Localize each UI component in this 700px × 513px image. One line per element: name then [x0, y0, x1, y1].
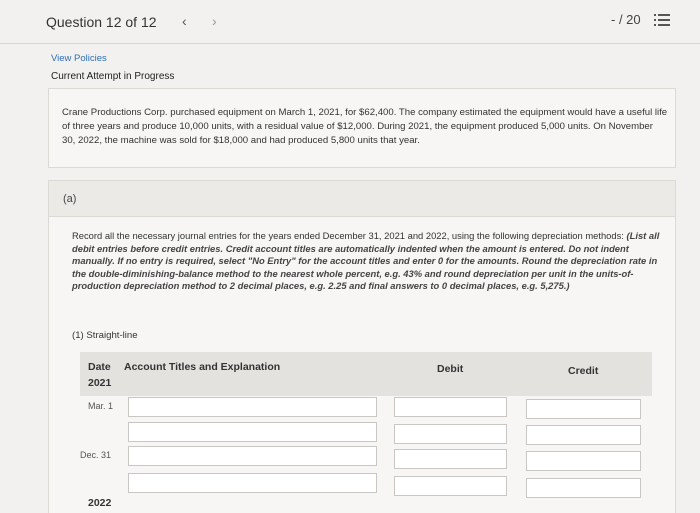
header-credit: Credit [568, 365, 599, 377]
credit-input[interactable] [526, 478, 641, 498]
header-date: Date [88, 361, 111, 373]
credit-input[interactable] [526, 425, 641, 445]
header-account: Account Titles and Explanation [124, 361, 281, 373]
row-date: Mar. 1 [88, 401, 114, 411]
debit-input[interactable] [394, 397, 507, 417]
credit-input[interactable] [526, 451, 641, 471]
header-year-2022: 2022 [88, 497, 112, 509]
chevron-right-icon[interactable]: › [212, 13, 217, 29]
part-a-label: (a) [63, 193, 77, 205]
account-title-input[interactable] [128, 422, 377, 442]
account-title-input[interactable] [128, 397, 377, 417]
debit-input[interactable] [394, 449, 507, 469]
debit-input[interactable] [394, 476, 507, 496]
question-header [0, 0, 700, 44]
account-title-input[interactable] [128, 473, 377, 493]
view-policies-link[interactable]: View Policies [51, 53, 107, 64]
chevron-left-icon[interactable]: ‹ [182, 13, 187, 29]
instructions-lead: Record all the necessary journal entries for the years ended December 31, 2021 and 2022, using the following depreciation methods: [72, 230, 627, 241]
debit-input[interactable] [394, 424, 507, 444]
part-a-header [49, 181, 675, 217]
attempt-status: Current Attempt in Progress [51, 71, 175, 82]
journal-table-header [80, 352, 652, 396]
method-label: (1) Straight-line [72, 330, 138, 341]
question-label: Question 12 of 12 [46, 14, 157, 30]
problem-statement: Crane Productions Corp. purchased equipment on March 1, 2021, for $62,400. The company estimated the equipment would have a useful life of three years and produce 10,000 units, with a residual value of $12,000. During 2021, the equipment produced 5,000 units. On November 30, 2022, the machine was sold for $18,000 and had produced 5,800 units that year. [62, 107, 668, 146]
instructions [72, 230, 662, 293]
credit-input[interactable] [526, 399, 641, 419]
list-icon[interactable] [654, 13, 670, 27]
account-title-input[interactable] [128, 446, 377, 466]
row-date: Dec. 31 [80, 450, 112, 460]
header-year-2021: 2021 [88, 377, 112, 389]
header-debit: Debit [437, 363, 464, 375]
score-label: - / 20 [611, 12, 641, 27]
instructions-emphasis: (List all debit entries before credit entries. Credit account titles are automatically indented when the amount is entered. Do not indent manually. If no entry is required, select "No Entry" for the account titles and enter 0 for the amounts. Round the depreciation rate in the double-diminishing-balance method to the nearest whole percent, e.g. 43% and round depreciation per unit in the units-of-production depreciation method to 2 decimal places, e.g. 2.25 and final answers to 0 decimal places, e.g. 5,275.) [72, 230, 660, 292]
